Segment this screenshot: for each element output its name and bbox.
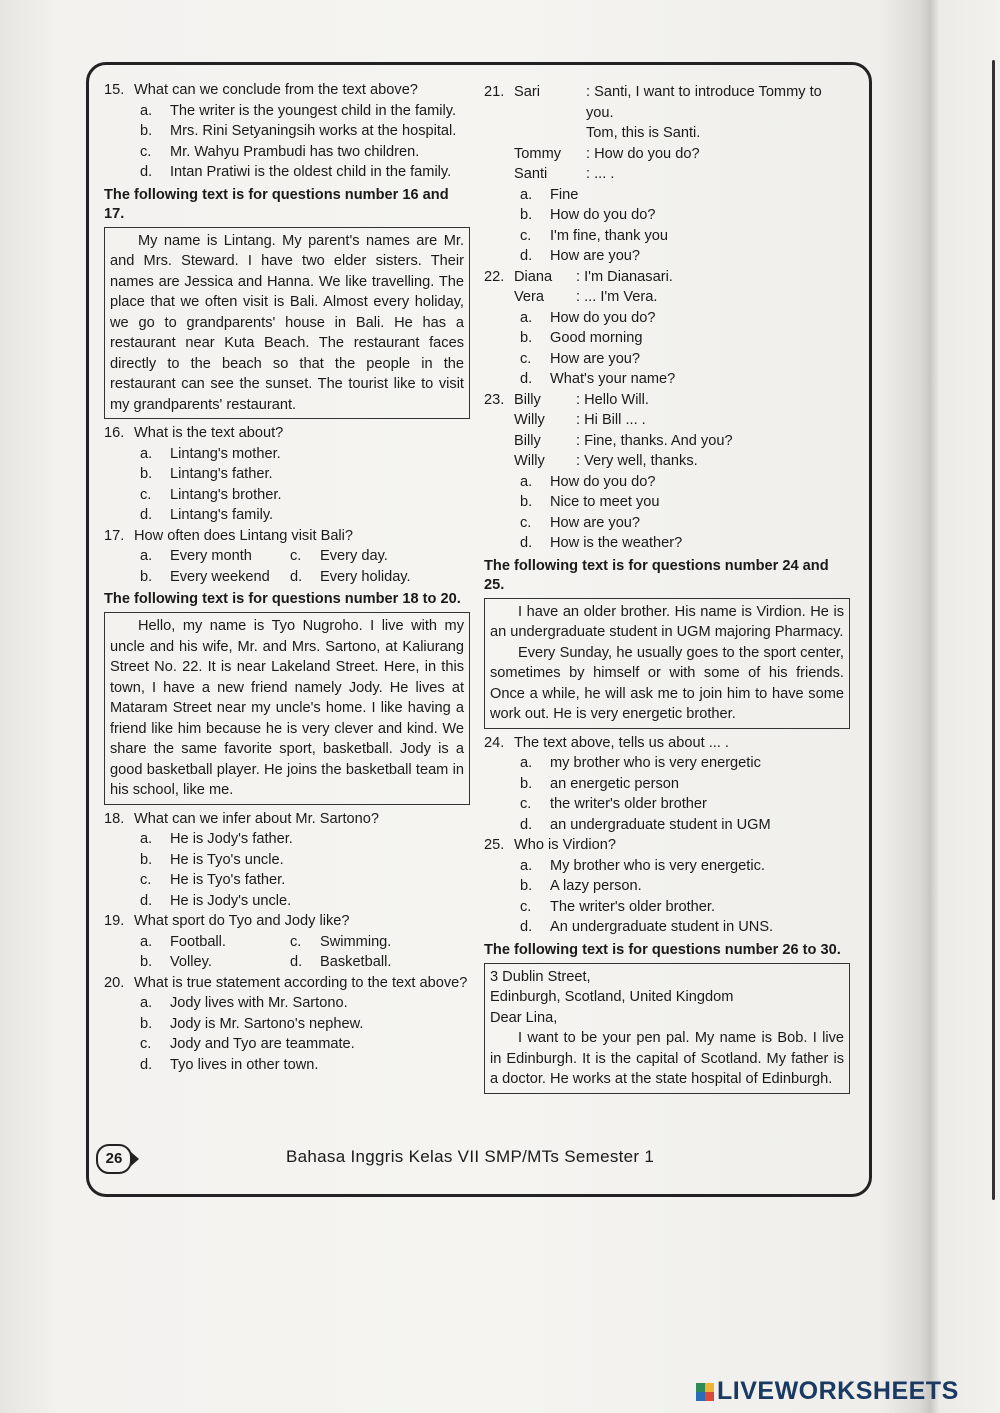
letter-greeting: Dear Lina, [490,1009,558,1026]
option-text: Nice to meet you [550,494,660,510]
section-heading-24-25: The following text is for questions number 24 and 25. [484,557,829,593]
question-text: What is the text about? [134,425,284,441]
utterance: Tom, this is Santi. [586,125,701,141]
option-letter: a. [140,831,153,847]
option-letter: a. [520,309,533,326]
option-letter: c. [520,898,532,915]
option [104,870,470,891]
question-number: 19. [104,913,125,929]
question-text: What can we conclude from the text above? [134,82,418,98]
question-25 [484,835,850,938]
question-23 [484,390,850,554]
option [140,546,290,567]
option-letter: d. [520,248,533,264]
speaker [514,123,586,144]
option-text: Mrs. Rini Setyaningsih works at the hospital. [170,123,457,139]
option-letter: c. [520,796,532,812]
option-text: an undergraduate student in UGM [550,816,771,833]
option-text: Jody and Tyo are teammate. [170,1036,355,1052]
option-letter: b. [520,207,533,223]
option-text: How do you do? [550,207,656,223]
speaker: Billy [514,432,541,449]
page-number: 26 [96,1144,132,1174]
adjacent-page-edge [925,60,995,1200]
option-letter: d. [290,954,303,970]
option-letter: a. [140,548,153,564]
question-number: 16. [104,425,125,441]
option [290,952,440,973]
question-text: What is true statement according to the text above? [134,974,468,991]
option-letter: a. [140,995,153,1011]
option-text: I'm fine, thank you [550,227,668,244]
option-letter: b. [140,466,153,482]
adjacent-page-border [992,60,995,1200]
dialogue-line [514,390,850,411]
option [104,1055,470,1076]
option [290,932,440,953]
option-letter: d. [520,535,533,551]
speaker: Tommy [514,145,562,162]
option [484,753,850,774]
option [484,308,850,329]
option-letter: b. [140,851,153,868]
option [484,794,850,815]
speaker: Vera [514,289,545,305]
option [484,533,850,554]
option [484,349,850,370]
question-number: 23. [484,391,505,408]
letter-address-line: Edinburgh, Scotland, United Kingdom [490,989,734,1005]
question-text: How often does Lintang visit Bali? [134,527,354,544]
question-21 [484,82,850,267]
book-title: Bahasa Inggris Kelas VII SMP/MTs Semester 1 [286,1147,655,1166]
option-text: Jody is Mr. Sartono's nephew. [170,1015,364,1032]
question-text: The text above, tells us about ... . [514,734,729,751]
option-letter: b. [520,775,533,792]
utterance: : How do you do? [586,145,700,162]
speaker: Diana [514,268,553,285]
speaker: Sari [514,84,540,100]
option-letter: c. [520,514,532,531]
option-text: Every month [170,548,252,564]
utterance: : I'm Dianasari. [576,268,673,285]
option-text: Fine [550,186,579,203]
option-letter: d. [290,568,303,585]
logo-text: LIVEWORKSHEETS [717,1377,959,1405]
passage-tyo [104,612,470,805]
question-22 [484,267,850,390]
passage-paragraph: Every Sunday, he usually goes to the sport center, sometimes by himself or with some of his friends. Once a while, he will ask me to join him to have some work out. He is very energetic brother. [490,644,844,722]
option-letter: a. [520,186,533,203]
option-text: The writer's older brother. [550,898,716,915]
left-column [104,80,470,1075]
question-15 [104,80,470,183]
utterance: : Hi Bill ... . [576,412,646,428]
option-text: My brother who is very energetic. [550,857,765,874]
option-letter: d. [140,1056,153,1073]
question-number: 21. [484,84,505,100]
option-text: Swimming. [320,933,392,950]
liveworksheets-logo [696,1377,959,1406]
option [104,829,470,850]
option-letter: d. [140,892,153,909]
question-text: What sport do Tyo and Jody like? [134,913,350,929]
option [104,142,470,163]
option-text: He is Tyo's uncle. [170,851,284,868]
option-letter: a. [520,755,533,771]
option-text: Tyo lives in other town. [170,1056,319,1073]
option [484,369,850,390]
option [484,185,850,206]
option-letter: b. [140,568,153,585]
option-letter: c. [140,872,152,888]
option-text: He is Jody's uncle. [170,892,292,909]
question-19 [104,911,470,973]
option-letter: d. [140,507,153,523]
option [104,1034,470,1055]
option [104,162,470,183]
passage-paragraph: I have an older brother. His name is Virdion. He is an undergraduate student in UGM majoring Pharmacy. [490,603,844,640]
passage-lintang [104,227,470,420]
option-text: my brother who is very energetic [550,755,761,771]
option-letter: d. [520,371,533,387]
question-text: Who is Virdion? [514,837,616,853]
option-row [104,567,470,588]
right-column [484,82,850,1098]
passage-text: My name is Lintang. My parent's names are Mr. and Mrs. Steward. I have two elder sisters. Their names are Jessica and Hanna. We like travelling. The place that we often visit is Bali. Almost every holiday, we go to grandparents' house in Bali. He has a restaurant near Kuta Beach. The restaurant faces directly to the beach so that the people in the restaurant can see the sunset. The tourist like to visit my grandparents' restaurant. [110,232,464,413]
option-text: Mr. Wahyu Prambudi has two children. [170,143,420,160]
option-letter: d. [520,816,533,833]
option [484,815,850,836]
passage-text: Hello, my name is Tyo Nugroho. I live with my uncle and his wife, Mr. and Mrs. Sartono, at Kaliurang Street No. 22. It is near Lakeland Street. Here, in this town, I have a new friend namely Jody. He lives at Mataram Street near my uncle's home. I like having a friend like him because he is very clever and kind. We share the same favorite sport, basketball. Jody is a good basketball player. He joins the basketball team in his school, like me. [110,618,464,798]
speaker: Santi [514,166,548,182]
letter-address-line: 3 Dublin Street, [490,968,591,985]
option-text: He is Jody's father. [170,831,293,847]
dialogue-line [514,287,850,308]
question-number: 25. [484,837,505,853]
option [104,505,470,526]
utterance: : Santi, I want to introduce Tommy to you. [586,84,822,121]
letter-body: I want to be your pen pal. My name is Bob. I live in Edinburgh. It is the capital of Scotland. My father is a doctor. He works at the state hospital of Edinburgh. [490,1030,844,1087]
option [140,567,290,588]
option-letter: a. [140,445,153,462]
option [290,567,440,588]
option-text: Basketball. [320,954,392,970]
dialogue-line [514,431,850,452]
option-text: How do you do? [550,473,656,490]
option-text: How are you? [550,350,641,367]
speaker: Willy [514,453,545,469]
question-20 [104,973,470,1076]
option-text: Every weekend [170,568,270,585]
option-letter: b. [520,494,533,510]
logo-squares-icon [696,1383,714,1401]
option-letter: b. [140,954,153,970]
option [104,464,470,485]
option-letter: c. [290,933,302,950]
option [290,546,440,567]
option [104,444,470,465]
option-text: An undergraduate student in UNS. [550,919,774,935]
option [484,897,850,918]
option-text: Football. [170,933,226,950]
option-letter: c. [140,1036,152,1052]
option-text: Lintang's mother. [170,445,281,462]
dialogue-line [514,164,850,185]
utterance: : Very well, thanks. [576,453,698,469]
question-number: 20. [104,974,125,991]
section-heading-26-30: The following text is for questions number 26 to 30. [484,941,841,958]
question-number: 15. [104,82,125,98]
option-row [104,932,470,953]
question-number: 22. [484,268,505,285]
utterance: : ... . [586,166,615,182]
speaker: Billy [514,391,541,408]
option [140,932,290,953]
dialogue [514,82,850,185]
option-text: How are you? [550,514,641,531]
option-letter: c. [140,486,152,503]
option-letter: b. [140,123,153,139]
option-text: How are you? [550,248,641,264]
option-text: Jody lives with Mr. Sartono. [170,995,348,1011]
option-row [104,952,470,973]
option [104,993,470,1014]
question-number: 17. [104,527,125,544]
option-letter: b. [140,1015,153,1032]
option-text: Volley. [170,954,212,970]
option-text: He is Tyo's father. [170,872,286,888]
dialogue-line [514,144,850,165]
option-text: Good morning [550,330,643,346]
option-letter: c. [140,143,152,160]
option-letter: d. [140,164,153,180]
passage-virdion [484,598,850,729]
utterance: : ... I'm Vera. [576,289,658,305]
question-24 [484,733,850,836]
option-letter: a. [140,933,153,950]
option-row [104,546,470,567]
dialogue-line [514,82,850,123]
option-text: Every holiday. [320,568,411,585]
option-text: Lintang's father. [170,466,273,482]
section-heading-16-17: The following text is for questions number 16 and 17. [104,186,449,222]
question-16 [104,423,470,526]
option-letter: c. [520,350,532,367]
option-text: What's your name? [550,371,676,387]
option-letter: d. [520,919,533,935]
utterance: : Hello Will. [576,391,649,408]
option-letter: a. [140,102,153,119]
option [140,952,290,973]
option [484,513,850,534]
option-letter: b. [520,330,533,346]
question-number: 24. [484,734,505,751]
question-number: 18. [104,810,125,827]
option-text: Lintang's brother. [170,486,282,503]
passage-letter [484,963,850,1094]
option-letter: c. [290,548,302,564]
dialogue-line [514,410,850,431]
option-letter: a. [520,473,533,490]
utterance: : Fine, thanks. And you? [576,432,733,449]
option [104,485,470,506]
dialogue-line [514,267,850,288]
option-letter: a. [520,857,533,874]
dialogue [514,267,850,308]
option-text: an energetic person [550,775,679,792]
option-text: Every day. [320,548,388,564]
option [484,472,850,493]
dialogue-line [514,123,850,144]
option-text: The writer is the youngest child in the family. [170,102,457,119]
page-footer [96,1144,866,1174]
option [484,205,850,226]
option [104,101,470,122]
option [484,876,850,897]
option [104,121,470,142]
option-letter: c. [520,227,532,244]
option-text: Intan Pratiwi is the oldest child in the family. [170,164,452,180]
question-17 [104,526,470,588]
option [484,246,850,267]
option-text: A lazy person. [550,878,642,894]
option [104,850,470,871]
option [484,492,850,513]
dialogue [514,390,850,472]
option-text: Lintang's family. [170,507,274,523]
option [104,891,470,912]
speaker: Willy [514,412,545,428]
section-heading-18-20: The following text is for questions number 18 to 20. [104,591,461,607]
question-18 [104,809,470,912]
option-text: the writer's older brother [550,796,707,812]
option [484,774,850,795]
option-text: How do you do? [550,309,656,326]
question-text: What can we infer about Mr. Sartono? [134,810,379,827]
dialogue-line [514,451,850,472]
option [484,226,850,247]
option [484,917,850,938]
option-text: How is the weather? [550,535,683,551]
option [104,1014,470,1035]
option [484,328,850,349]
option [484,856,850,877]
option-letter: b. [520,878,533,894]
